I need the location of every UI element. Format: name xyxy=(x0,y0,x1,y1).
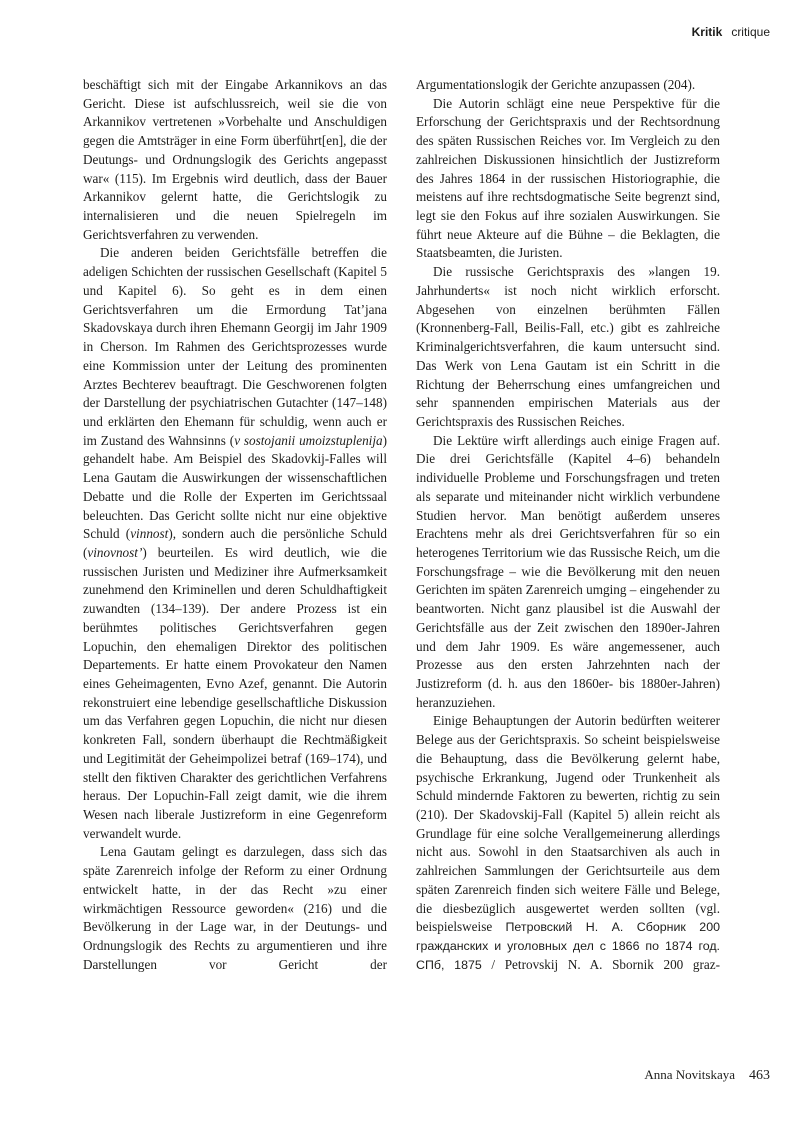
italic-term: v sostojanii umoizstuplenija xyxy=(234,432,383,448)
left-column xyxy=(83,76,387,975)
paragraph: Die Lektüre wirft allerdings auch einige Fragen auf. Die drei Gerichtsfälle (Kapitel 4–6) behandeln individuelle Probleme und Forschungsfragen und treten als separate und miteinander nicht wirklich verbundene Studien hervor. Man benötigt außerdem unseres Erachtens mehr als drei Gerichtsverfahren für so ein heterogenes Territorium wie das Russische Reich, um die Forschungsfrage – wie die Bevölkerung mit den neuen Gerichten im späten Zarenreich umging – eingehender zu beantworten. Nicht ganz plausibel ist die Auswahl der Gerichtsfälle aus der Zeit zwischen den 1890er-Jahren und dem Jahr 1909. Es wäre angemessener, auch Prozesse aus den ersten Jahrzehnten nach der Justizreform (d. h. aus den 1860er- bis 1880er-Jahren) heranzuziehen. xyxy=(416,432,720,710)
page-footer xyxy=(644,1066,770,1085)
paragraph-text: ) gehandelt habe. Am Beispiel des Skadovkij-Falles will Lena Gautam die Auswirkungen der wissenschaftlichen Debatte und die Rolle der Experten im Gerichtssaal beleuchten. Das Gericht sollte nicht nur eine objektive Schuld ( xyxy=(83,432,388,542)
paragraph xyxy=(416,712,720,974)
italic-term: vinovnost’ xyxy=(87,544,143,560)
paragraph-text: Einige Behauptungen der Autorin bedürften weiterer Belege aus der Gerichtspraxis. So scheint beispielsweise die Behauptung, dass die Bevölkerung gelernt habe, psychische Erkrankung, Jugend oder Trunkenheit als Schuld mindernde Faktoren zu bewerten, richtig zu sein (210). Der Skadovskij-Fall (Kapitel 5) allein reicht als Grundlage für eine solche Verallgemeinerung allerdings nicht aus. Sowohl in den Staatsarchiven als auch in zahlreichen Sammlungen der Gerichtsurteile aus dem späten Zarenreich finden sich weitere Fälle und Belege, die diesbezüglich ausgewertet werden sollten (vgl. beispielsweise xyxy=(416,713,720,935)
cyrillic-citation: Петровский Н. А. Сборник 200 гражданских и уголовных дел с 1866 по 1874 год. СПб, 1875 xyxy=(416,920,720,972)
paragraph xyxy=(83,244,387,843)
paragraph: Lena Gautam gelingt es darzulegen, dass sich das späte Zarenreich infolge der Reform zu einer Ordnung entwickelt hatte, in der das Recht »zu einer wirkmächtigen Ressource geworden« (216) und die Bevölkerung in der Lage war, in der Deutungs- und Ordnungslogik des Rechts zu argumentieren und ihre Darstellungen vor Gericht der xyxy=(83,844,387,972)
page-number: 463 xyxy=(749,1068,770,1083)
paragraph: beschäftigt sich mit der Eingabe Arkannikovs an das Gericht. Diese ist aufschlussreich, weil sie die von Arkannikov vertretenen »Vorbehalte und Anschuldigen gegen die Amtsträger in eine Form überführt[en], die der Deutungs- und Ordnungslogik des Gerichts angepasst war« (115). Im Ergebnis wird deutlich, dass der Bauer Arkannikov gelernt hatte, die Gerichtslogik zu internalisieren und die neuen Spielregeln im Gerichtsverfahren zu verwenden. xyxy=(83,77,387,242)
paragraph-text: Die anderen beiden Gerichtsfälle betreffen die adeligen Schichten der russischen Gesellschaft (Kapitel 5 und Kapitel 6). So geht es in dem einen Gerichtsverfahren um die Ermordung Tat’jana Skadovskaya durch ihren Ehemann Georgij im Jahr 1909 in Cherson. Im Rahmen des Gerichtsprozesses wurde eine Kommission unter der Leitung des prominenten Arztes Bechterev beauftragt. Die Geschworenen folgten der Darstellung der psychiatrischen Gutachter (147–148) und erklärten den Ehemann für schuldig, wenn auch er im Zustand des Wahnsinns ( xyxy=(83,245,387,448)
running-head xyxy=(692,24,770,40)
paragraph: Die russische Gerichtspraxis des »langen 19. Jahrhunderts« ist noch nicht wirklich erforscht. Abgesehen von einzelnen berühmten Fällen (Kronnenberg-Fall, Beilis-Fall, etc.) gibt es zahlreiche Kriminalgerichtsverfahren, die kaum untersucht sind. Das Werk von Lena Gautam ist ein Schritt in die Richtung der Beherrschung eines umfangreichen und sehr spannenden empirischen Materials aus der Gerichtspraxis des Russischen Reiches. xyxy=(416,264,720,429)
paragraph: Die Autorin schlägt eine neue Perspektive für die Erforschung der Gerichtspraxis und der Rechtsordnung des späten Russischen Reiches vor. Im Vergleich zu den zahlreichen Diskussionen hinsichtlich der Justizreform des Jahres 1864 in der russischen Historiographie, die meistens auf ihre rechtsdogmatische Seite begrenzt sind, legt sie den Fokus auf ihre sozialen Auswirkungen. Sie führt neue Akteure auf die Bühne – die Beklagten, die Staatsbeamten, die Juristen. xyxy=(416,95,720,261)
paragraph: Argumentationslogik der Gerichte anzupassen (204). xyxy=(416,77,696,92)
author-name: Anna Novitskaya xyxy=(644,1067,735,1082)
section-label: Kritik xyxy=(691,25,723,39)
paragraph-text: ), sondern auch die persönliche Schuld ( xyxy=(83,526,387,560)
paragraph-text: ) beurteilen. Es wird deutlich, wie die russischen Juristen und Mediziner ihre Aufmerksamkeit zunehmend den Kriminellen und deren Schuldhaftigkeit zuwandten (134–139). Der andere Prozess ist ein berühmtes politisches Gerichtsverfahren gegen Lopuchin, den ehemaligen Direktor des politischen Departements. Er hatte einem Provokateur den Namen eines Geheimagenten, Evno Azef, genannt. Die Autorin rekonstruiert eine lebendige gesellschaftliche Diskussion um das Verfahren gegen Lopuchin, die nicht nur diesen konkreten Fall, sondern überhaupt die Rechtmäßigkeit und Legitimität der Geheimpolizei betraf (169–174), und stellt den fiktiven Charakter des gerichtlichen Verfahrens heraus. Der Lopuchin-Fall zeigt damit, wie die ihrem Wesen nach liberale Justizreform in eine Gegenreform verwandelt wurde. xyxy=(83,544,387,841)
rubric-label: critique xyxy=(731,25,770,39)
right-column xyxy=(416,76,720,975)
paragraph-text: / Petrovskij N. A. Sbornik 200 graz- xyxy=(481,956,720,972)
italic-term: vinnost xyxy=(130,526,169,542)
